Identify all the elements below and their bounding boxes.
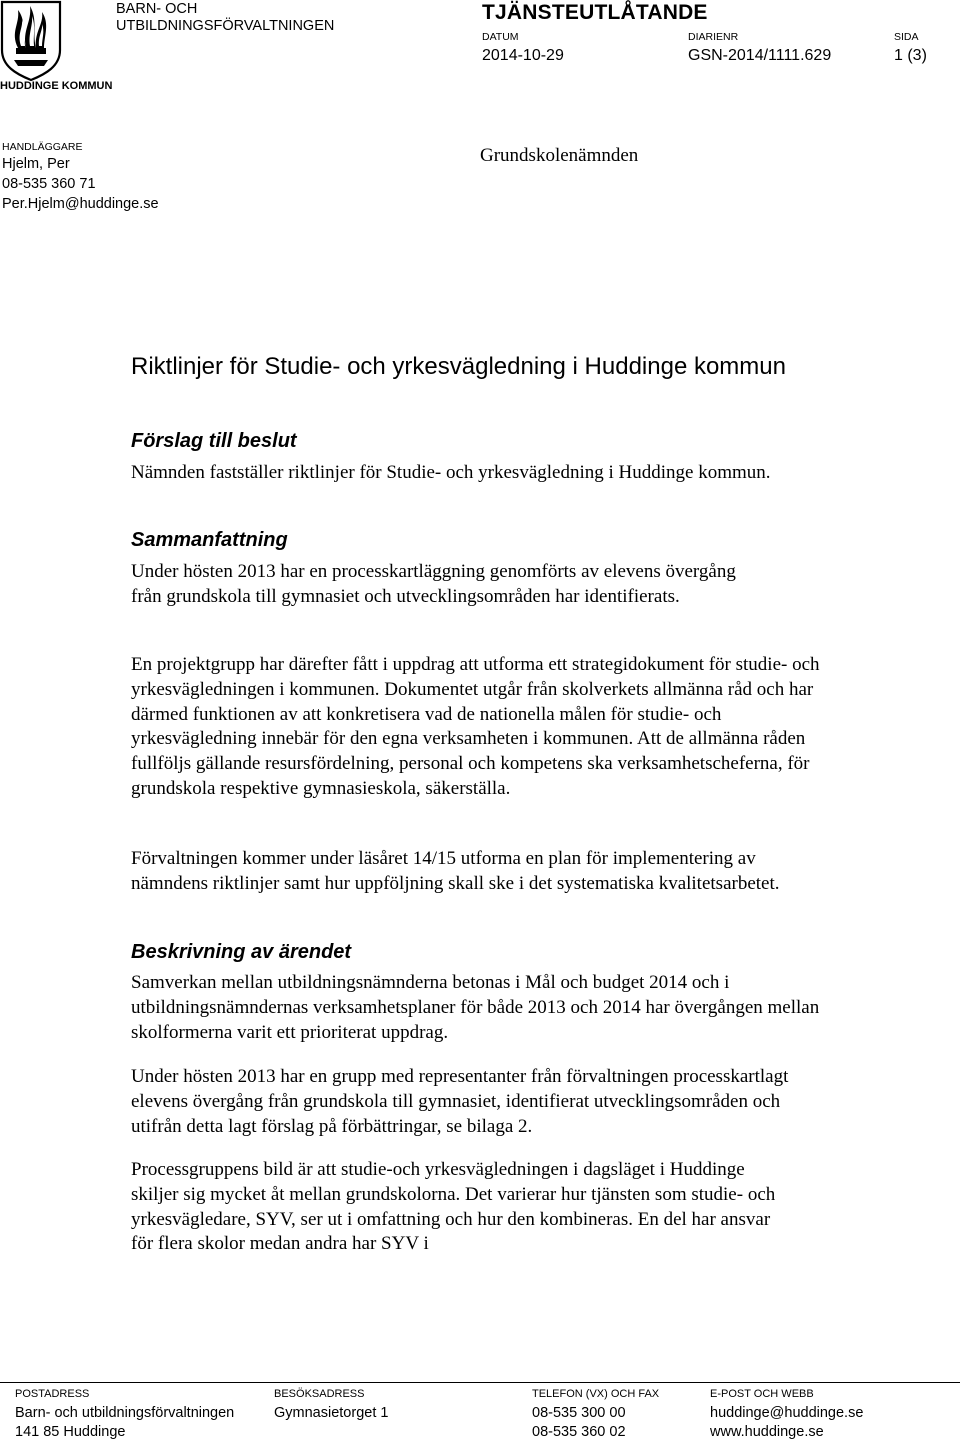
footer-email[interactable]: huddinge@huddinge.se [710, 1405, 864, 1421]
date-value: 2014-10-29 [482, 47, 564, 64]
org-line-2: UTBILDNINGSFÖRVALTNINGEN [116, 18, 335, 34]
huddinge-logo [0, 0, 113, 104]
document-title: Riktlinjer för Studie- och yrkesvägledning i Huddinge kommun [131, 353, 786, 380]
decision-text: Nämnden fastställer riktlinjer för Studie- och yrkesvägledning i Huddinge kommun. [131, 462, 771, 483]
footer-website[interactable]: www.huddinge.se [710, 1424, 824, 1440]
org-line-1: BARN- OCH [116, 1, 198, 17]
visiting-address-label: BESÖKSADRESS [274, 1388, 365, 1400]
phone-number: 08-535 300 00 [532, 1405, 626, 1421]
diary-number-value: GSN-2014/1111.629 [688, 47, 832, 64]
date-label: DATUM [482, 31, 519, 43]
fax-number: 08-535 360 02 [532, 1424, 626, 1440]
handler-name: Hjelm, Per [2, 156, 70, 172]
handler-label: HANDLÄGGARE [2, 141, 83, 153]
visiting-address: Gymnasietorget 1 [274, 1405, 389, 1421]
summary-paragraph-2: En projektgrupp har därefter fått i uppdrag att utforma ett strategidokument för studie- och yrkesvägledningen i kommunen. Dokumentet utgår från skolverkets allmänna råd och har därmed funktionen av att konkretisera vad de nationella målen för studie- och yrkesvägledning innebär för den egna verksamheten i kommunen. Att de allmänna råden fullföljs gällande resursfördelning, personal och kompetens ska verksamhetscheferna, för grundskola respektive gymnasieskola, säkerställa. [131, 654, 820, 799]
handler-phone: 08-535 360 71 [2, 176, 96, 192]
summary-paragraph-3: Förvaltningen kommer under läsåret 14/15 utforma en plan för implementering av nämndens riktlinjer samt hur uppföljning skall ske i det systematiska kvalitetsarbetet. [131, 848, 780, 894]
page-label: SIDA [894, 31, 919, 43]
summary-heading: Sammanfattning [131, 529, 288, 551]
handler-block [2, 140, 159, 214]
recipient: Grundskolenämnden [480, 145, 639, 166]
logo-text: HUDDINGE KOMMUN [0, 80, 113, 92]
document-type: TJÄNSTEUTLÅTANDE [482, 1, 708, 24]
summary-paragraph-1: Under hösten 2013 har en processkartläggning genomförts av elevens övergång från grundskola till gymnasiet och utvecklingsområden har identifierats. [131, 561, 736, 607]
page-number: 1 (3) [894, 47, 927, 64]
phone-fax-label: TELEFON (VX) OCH FAX [532, 1388, 660, 1400]
postal-address-line-1: Barn- och utbildningsförvaltningen [15, 1405, 235, 1421]
postal-address-line-2: 141 85 Huddinge [15, 1424, 126, 1440]
diary-number-label: DIARIENR [688, 31, 739, 43]
organization-name [116, 1, 334, 35]
description-paragraph-1: Samverkan mellan utbildningsnämnderna betonas i Mål och budget 2014 och i utbildningsnämndernas verksamhetsplaner för både 2013 och 2014 har övergången mellan skolformerna varit ett prioriterat uppdrag. [131, 972, 820, 1043]
email-web-label: E-POST OCH WEBB [710, 1388, 814, 1400]
description-paragraph-2: Under hösten 2013 har en grupp med representanter från förvaltningen processkartlagt elevens övergång från grundskola till gymnasiet, identifierat utvecklingsområden och utifrån detta lagt förslag på förbättringar, se bilaga 2. [131, 1066, 789, 1137]
description-heading: Beskrivning av ärendet [131, 941, 352, 963]
handler-email[interactable]: Per.Hjelm@huddinge.se [2, 196, 159, 212]
description-paragraph-3: Processgruppens bild är att studie-och yrkesvägledningen i dagsläget i Huddinge skiljer sig mycket åt mellan grundskolorna. Det varierar hur tjänsten som studie- och yrkesvägledare, SYV, ser ut i omfattning och hur den kombineras. En del har ansvar för flera skolor medan andra har SYV i [131, 1159, 776, 1255]
decision-heading: Förslag till beslut [131, 430, 297, 452]
footer-divider [0, 1382, 960, 1383]
postal-address-label: POSTADRESS [15, 1388, 90, 1400]
